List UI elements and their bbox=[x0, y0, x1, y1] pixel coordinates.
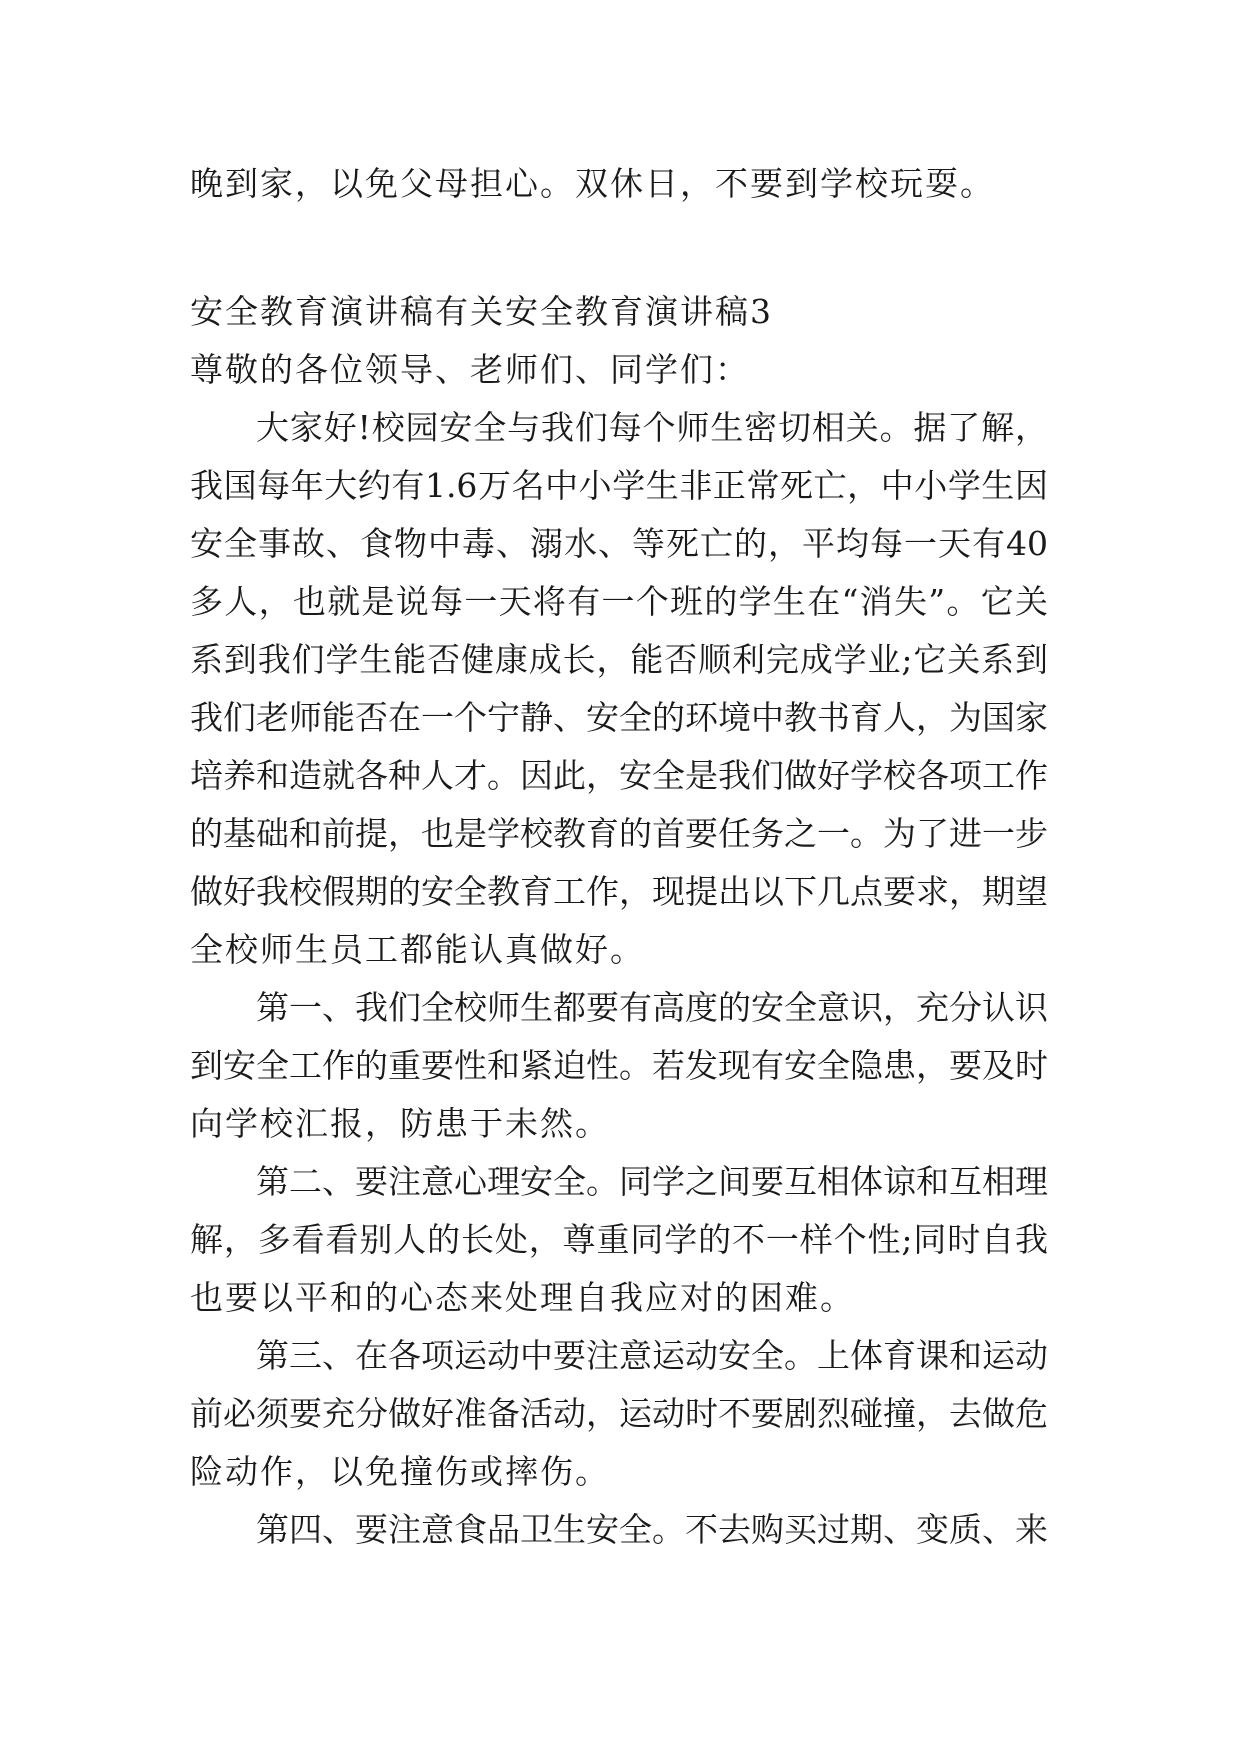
paragraph-line: 我国每年大约有1.6万名中小学生非正常死亡，中小学生因 bbox=[190, 466, 1048, 505]
section-heading: 安全教育演讲稿有关安全教育演讲稿3 bbox=[190, 292, 773, 331]
paragraph-line: 大家好!校园安全与我们每个师生密切相关。据了解， bbox=[256, 408, 1048, 447]
paragraph-line: 前必须要充分做好准备活动，运动时不要剧烈碰撞，去做危 bbox=[190, 1394, 1048, 1433]
paragraph-line: 系到我们学生能否健康成长，能否顺利完成学业;它关系到 bbox=[190, 640, 1048, 679]
paragraph-line: 培养和造就各种人才。因此，安全是我们做好学校各项工作 bbox=[190, 756, 1048, 795]
paragraph-line: 安全事故、食物中毒、溺水、等死亡的，平均每一天有40 bbox=[190, 524, 1048, 563]
paragraph-line: 第三、在各项运动中要注意运动安全。上体育课和运动 bbox=[256, 1336, 1048, 1375]
paragraph-line: 我们老师能否在一个宁静、安全的环境中教书育人，为国家 bbox=[190, 698, 1048, 737]
paragraph-line: 解，多看看别人的长处，尊重同学的不一样个性;同时自我 bbox=[190, 1220, 1048, 1259]
paragraph-line: 的基础和前提，也是学校教育的首要任务之一。为了进一步 bbox=[190, 814, 1048, 853]
paragraph-line: 做好我校假期的安全教育工作，现提出以下几点要求，期望 bbox=[190, 872, 1048, 911]
paragraph-line: 向学校汇报，防患于未然。 bbox=[190, 1104, 610, 1143]
paragraph-line: 险动作，以免撞伤或摔伤。 bbox=[190, 1452, 610, 1491]
paragraph-line: 全校师生员工都能认真做好。 bbox=[190, 930, 645, 969]
paragraph-line: 第一、我们全校师生都要有高度的安全意识，充分认识 bbox=[256, 988, 1048, 1027]
paragraph-line: 到安全工作的重要性和紧迫性。若发现有安全隐患，要及时 bbox=[190, 1046, 1048, 1085]
paragraph-line: 也要以平和的心态来处理自我应对的困难。 bbox=[190, 1278, 855, 1317]
paragraph-line: 多人，也就是说每一天将有一个班的学生在“消失”。它关 bbox=[190, 582, 1048, 621]
text-line-closing: 晚到家，以免父母担心。双休日，不要到学校玩耍。 bbox=[190, 164, 995, 203]
salutation: 尊敬的各位领导、老师们、同学们： bbox=[190, 350, 750, 389]
paragraph-line: 第四、要注意食品卫生安全。不去购买过期、变质、来 bbox=[256, 1510, 1048, 1549]
paragraph-line: 第二、要注意心理安全。同学之间要互相体谅和互相理 bbox=[256, 1162, 1048, 1201]
